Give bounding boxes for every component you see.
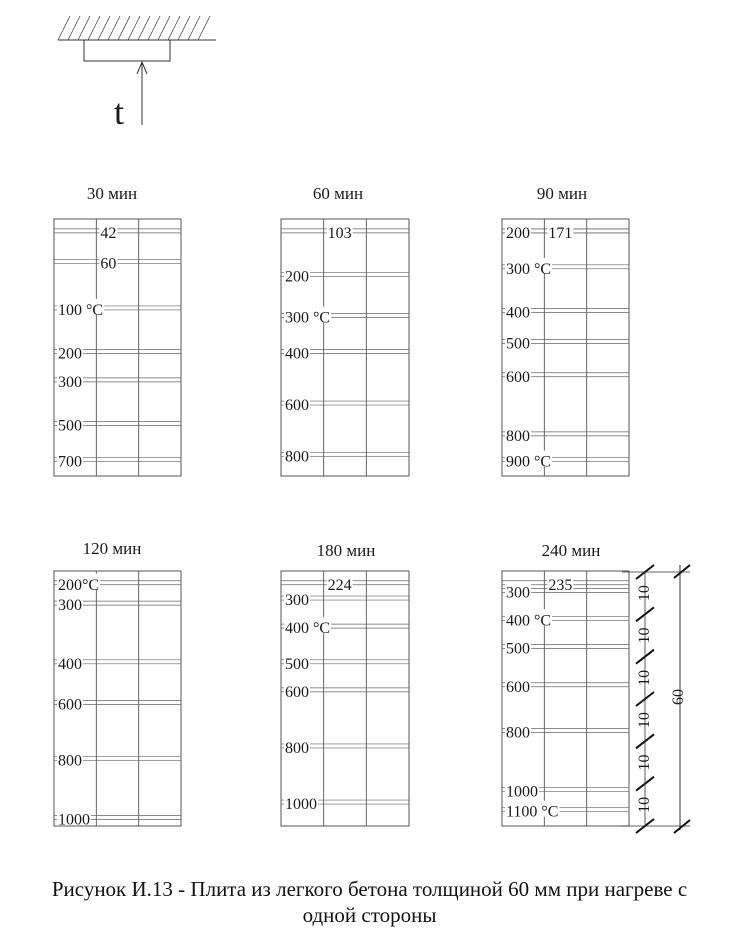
isotherm-label: 1000 (506, 783, 538, 801)
segment-label: 10 (636, 712, 653, 729)
isotherm-label: 600 (506, 368, 530, 386)
hatch-line (128, 16, 140, 40)
panel-30-min (54, 184, 181, 476)
isotherm-label: 103 (327, 224, 352, 242)
panel-title: 240 мин (541, 541, 601, 560)
hatch-line (68, 16, 80, 40)
isotherm-label: 200 (58, 345, 82, 363)
panel-labels (57, 574, 100, 829)
caption-line-1: Рисунок И.13 - Плита из легкого бетона толщиной 60 мм при нагреве с (51, 877, 688, 901)
hatch-line (118, 16, 130, 40)
panel-labels (505, 574, 573, 821)
isotherm-label: 800 (506, 427, 530, 445)
hatch-line (178, 16, 190, 40)
isotherm-label: 600 (285, 397, 309, 415)
isotherm-label: 224 (327, 576, 352, 594)
isotherm-label: 300 (506, 584, 530, 602)
isotherm-label: 1000 (285, 796, 317, 814)
isotherm-label: 400 (506, 304, 530, 322)
isotherm-label: 300 °C (506, 260, 552, 278)
dimension-segments (636, 565, 654, 833)
panel-90-min (502, 184, 629, 476)
panel-labels (284, 574, 353, 813)
isotherm-label: 900 °C (506, 453, 552, 471)
isotherm-label: 235 (548, 576, 573, 594)
segment-label: 10 (636, 669, 653, 686)
isotherm-label: 800 (285, 448, 309, 466)
dimension-tick (674, 565, 690, 578)
panel-labels (284, 222, 353, 466)
thickness-dimension (622, 565, 690, 833)
isotherm-label: 500 (506, 640, 530, 658)
segment-label: 10 (636, 796, 653, 813)
figure-caption (0, 876, 739, 928)
hatch-line (158, 16, 170, 40)
segment-label: 10 (636, 585, 653, 602)
hatch-line (88, 16, 100, 40)
isotherm-label: 400 °C (506, 612, 552, 630)
isotherm-label: 300 (58, 597, 82, 615)
isotherm-label: 300 °C (285, 309, 331, 327)
isotherm-label: 300 (285, 592, 309, 610)
panel-title: 90 мин (536, 184, 588, 203)
hatch-line (198, 16, 210, 40)
isotherm-label: 200 (285, 268, 309, 286)
isotherm-label: 42 (100, 224, 117, 242)
hatch-line (58, 16, 70, 40)
hatch-line (168, 16, 180, 40)
isotherm-label: 200°C (58, 576, 100, 594)
isotherm-label: 600 (285, 683, 309, 701)
panel-labels (505, 222, 573, 471)
panel-title: 180 мин (316, 541, 376, 560)
slab-rect (84, 40, 170, 61)
panel-60-min (281, 184, 409, 476)
hatch-line (138, 16, 150, 40)
panel-labels (57, 222, 117, 471)
isotherm-label: 171 (548, 224, 573, 242)
isotherm-label: 100 °C (58, 301, 104, 319)
ceiling-hatch (58, 16, 210, 40)
dimension-total-label: 60 (670, 689, 687, 705)
hatch-line (98, 16, 110, 40)
dimension-tick (674, 820, 690, 833)
caption-line-2: одной стороны (302, 903, 437, 927)
panel-240-min (502, 541, 629, 826)
isotherm-label: 1000 (58, 811, 90, 829)
panel-title: 120 мин (82, 539, 142, 558)
isotherm-label: 500 (58, 417, 82, 435)
isotherm-label: 1100 °C (506, 803, 559, 821)
hatch-line (188, 16, 200, 40)
panel-120-min (54, 539, 181, 828)
isotherm-label: 400 (285, 345, 309, 363)
isotherm-label: 200 (506, 224, 530, 242)
segment-label: 10 (636, 754, 653, 771)
panel-180-min (281, 541, 409, 826)
isotherm-label: 400 (58, 655, 82, 673)
isotherm-label: 400 °C (285, 620, 331, 638)
isotherm-label: 600 (58, 696, 82, 714)
isotherm-label: 500 (285, 655, 309, 673)
isotherm-label: 60 (100, 255, 117, 273)
isotherm-label: 500 (506, 335, 530, 353)
heating-schematic (58, 16, 216, 132)
panel-title: 30 мин (86, 184, 138, 203)
isotherm-label: 800 (506, 724, 530, 742)
isotherm-label: 800 (58, 752, 82, 770)
hatch-line (148, 16, 160, 40)
segment-label: 10 (636, 627, 653, 644)
hatch-line (108, 16, 120, 40)
panel-title: 60 мин (312, 184, 364, 203)
arrow-label: t (114, 92, 125, 132)
hatch-line (78, 16, 90, 40)
isotherm-label: 600 (506, 678, 530, 696)
isotherm-label: 700 (58, 453, 82, 471)
isotherm-label: 300 (58, 373, 82, 391)
isotherm-label: 800 (285, 739, 309, 757)
